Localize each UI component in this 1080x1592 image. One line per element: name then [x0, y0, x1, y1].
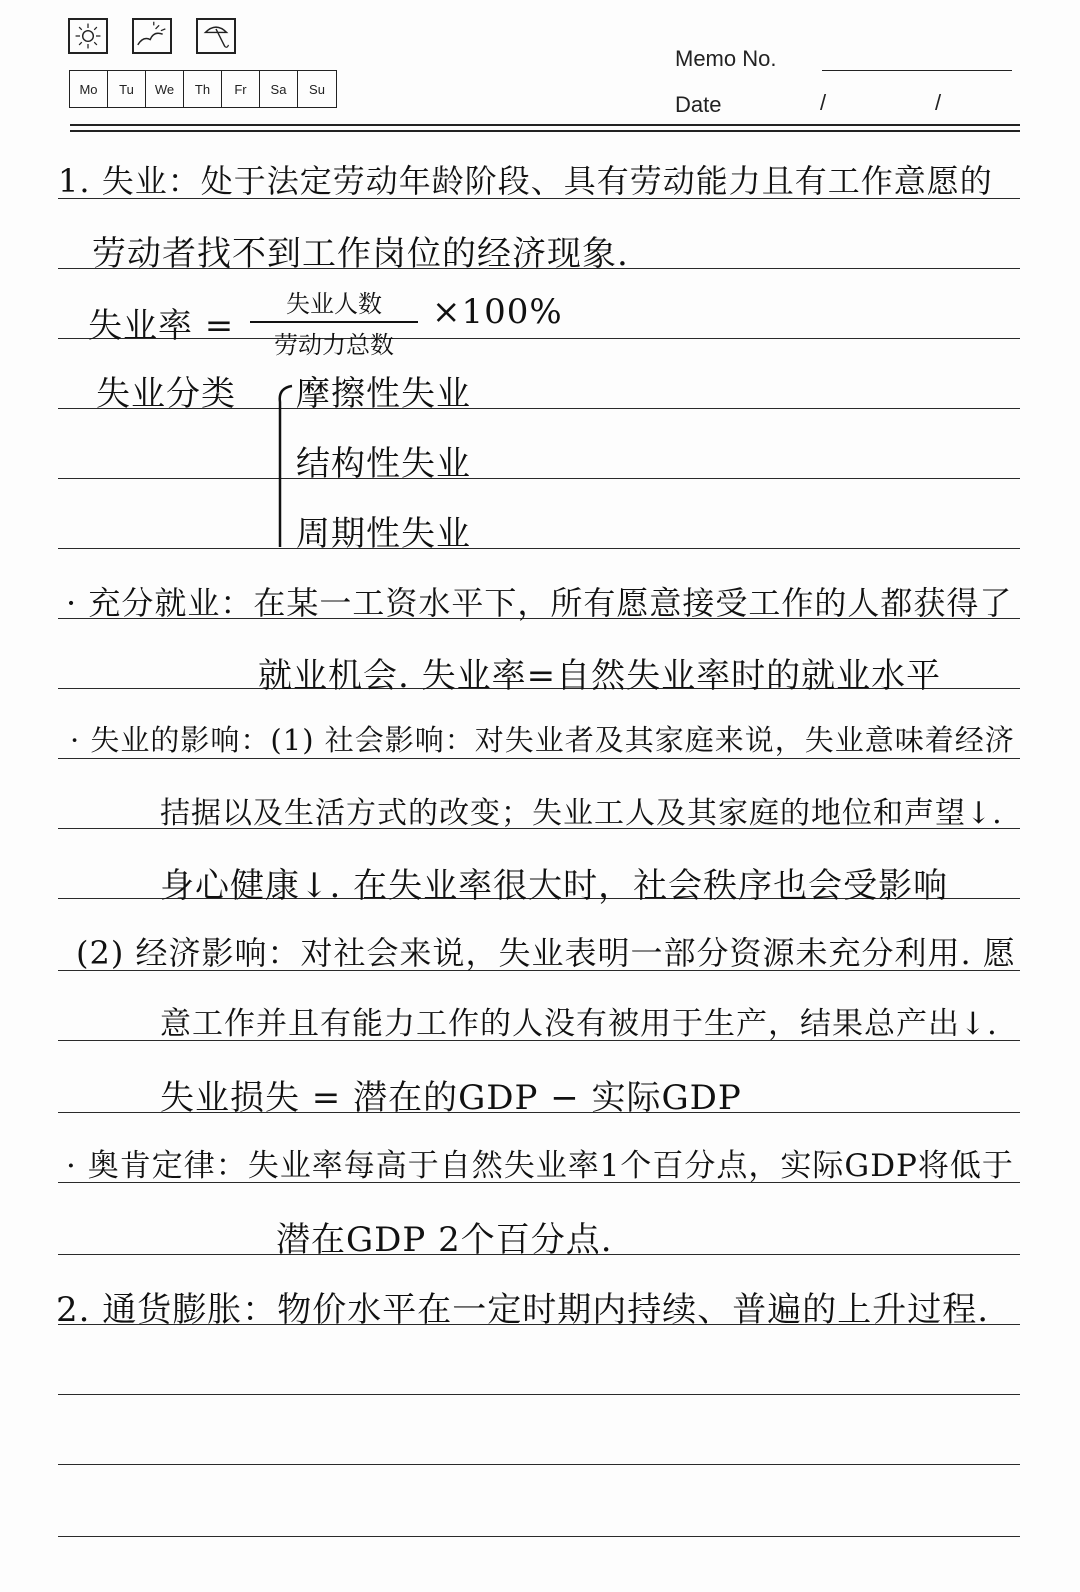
note-line-full-employment-cont: 就业机会. 失业率=自然失业率时的就业水平	[258, 656, 942, 696]
note-line-okun-law-cont: 潜在GDP 2个百分点.	[276, 1220, 613, 1260]
note-line-impact-economic-cont: 意工作并且有能力工作的人没有被用于生产，结果总产出↓.	[160, 1006, 998, 1042]
class-item-frictional: 摩擦性失业	[296, 374, 471, 414]
ruled-line	[58, 1464, 1020, 1465]
weather-icons	[68, 18, 236, 54]
memo-no-field[interactable]	[822, 70, 1012, 71]
weekday-tu[interactable]: Tu	[108, 71, 146, 107]
note-line-impact-social: · 失业的影响：(1) 社会影响：对失业者及其家庭来说，失业意味着经济	[70, 723, 1015, 757]
ruled-line	[58, 548, 1020, 549]
weekday-sa[interactable]: Sa	[260, 71, 298, 107]
fraction-bar	[250, 321, 418, 323]
memo-no-label: Memo No.	[675, 46, 777, 71]
weekday-su[interactable]: Su	[309, 81, 325, 97]
date-separator: /	[820, 90, 827, 115]
header-divider	[70, 130, 1020, 132]
umbrella-icon	[196, 18, 236, 54]
sun-icon	[68, 18, 108, 54]
weekday-fr[interactable]: Fr	[222, 71, 260, 107]
note-line-okun-law: · 奥肯定律：失业率每高于自然失业率1个百分点，实际GDP将低于	[66, 1148, 1014, 1184]
weekday-boxes	[69, 70, 337, 108]
class-item-cyclical: 周期性失业	[296, 514, 471, 554]
rate-denominator: 劳动力总数	[274, 331, 394, 359]
note-line-unemployment-loss: 失业损失 = 潜在的GDP − 实际GDP	[160, 1078, 742, 1118]
ruled-line	[58, 478, 1020, 479]
rate-numerator: 失业人数	[286, 290, 382, 318]
note-line-unemployment-def-cont: 劳动者找不到工作岗位的经济现象.	[92, 234, 629, 274]
ruled-line	[58, 1536, 1020, 1537]
date-separator: /	[935, 90, 942, 115]
class-item-structural: 结构性失业	[296, 444, 471, 484]
unemployment-rate-label: 失业率 =	[88, 306, 235, 346]
weekday-th[interactable]: Th	[184, 71, 222, 107]
classification-label: 失业分类	[96, 374, 236, 414]
cloud-sun-icon	[132, 18, 172, 54]
weekday-mo[interactable]: Mo	[70, 71, 108, 107]
note-line-full-employment: · 充分就业：在某一工资水平下，所有愿意接受工作的人都获得了	[66, 584, 1013, 622]
note-line-impact-social-cont2: 身心健康↓. 在失业率很大时，社会秩序也会受影响	[160, 866, 949, 906]
rate-multiplier: ×100%	[432, 292, 563, 332]
ruled-line	[58, 1394, 1020, 1395]
note-line-impact-economic: (2) 经济影响：对社会来说，失业表明一部分资源未充分利用. 愿	[76, 934, 1016, 972]
header-divider	[70, 124, 1020, 126]
weekday-we[interactable]: We	[146, 71, 184, 107]
note-line-unemployment-def: 1. 失业：处于法定劳动年龄阶段、具有劳动能力且有工作意愿的	[58, 162, 993, 200]
unemployment-rate-fraction	[250, 284, 418, 360]
date-label: Date	[675, 92, 722, 117]
note-line-impact-social-cont: 拮据以及生活方式的改变；失业工人及其家庭的地位和声望↓.	[160, 796, 1003, 831]
note-line-inflation: 2. 通货膨胀：物价水平在一定时期内持续、普遍的上升过程.	[56, 1290, 990, 1330]
